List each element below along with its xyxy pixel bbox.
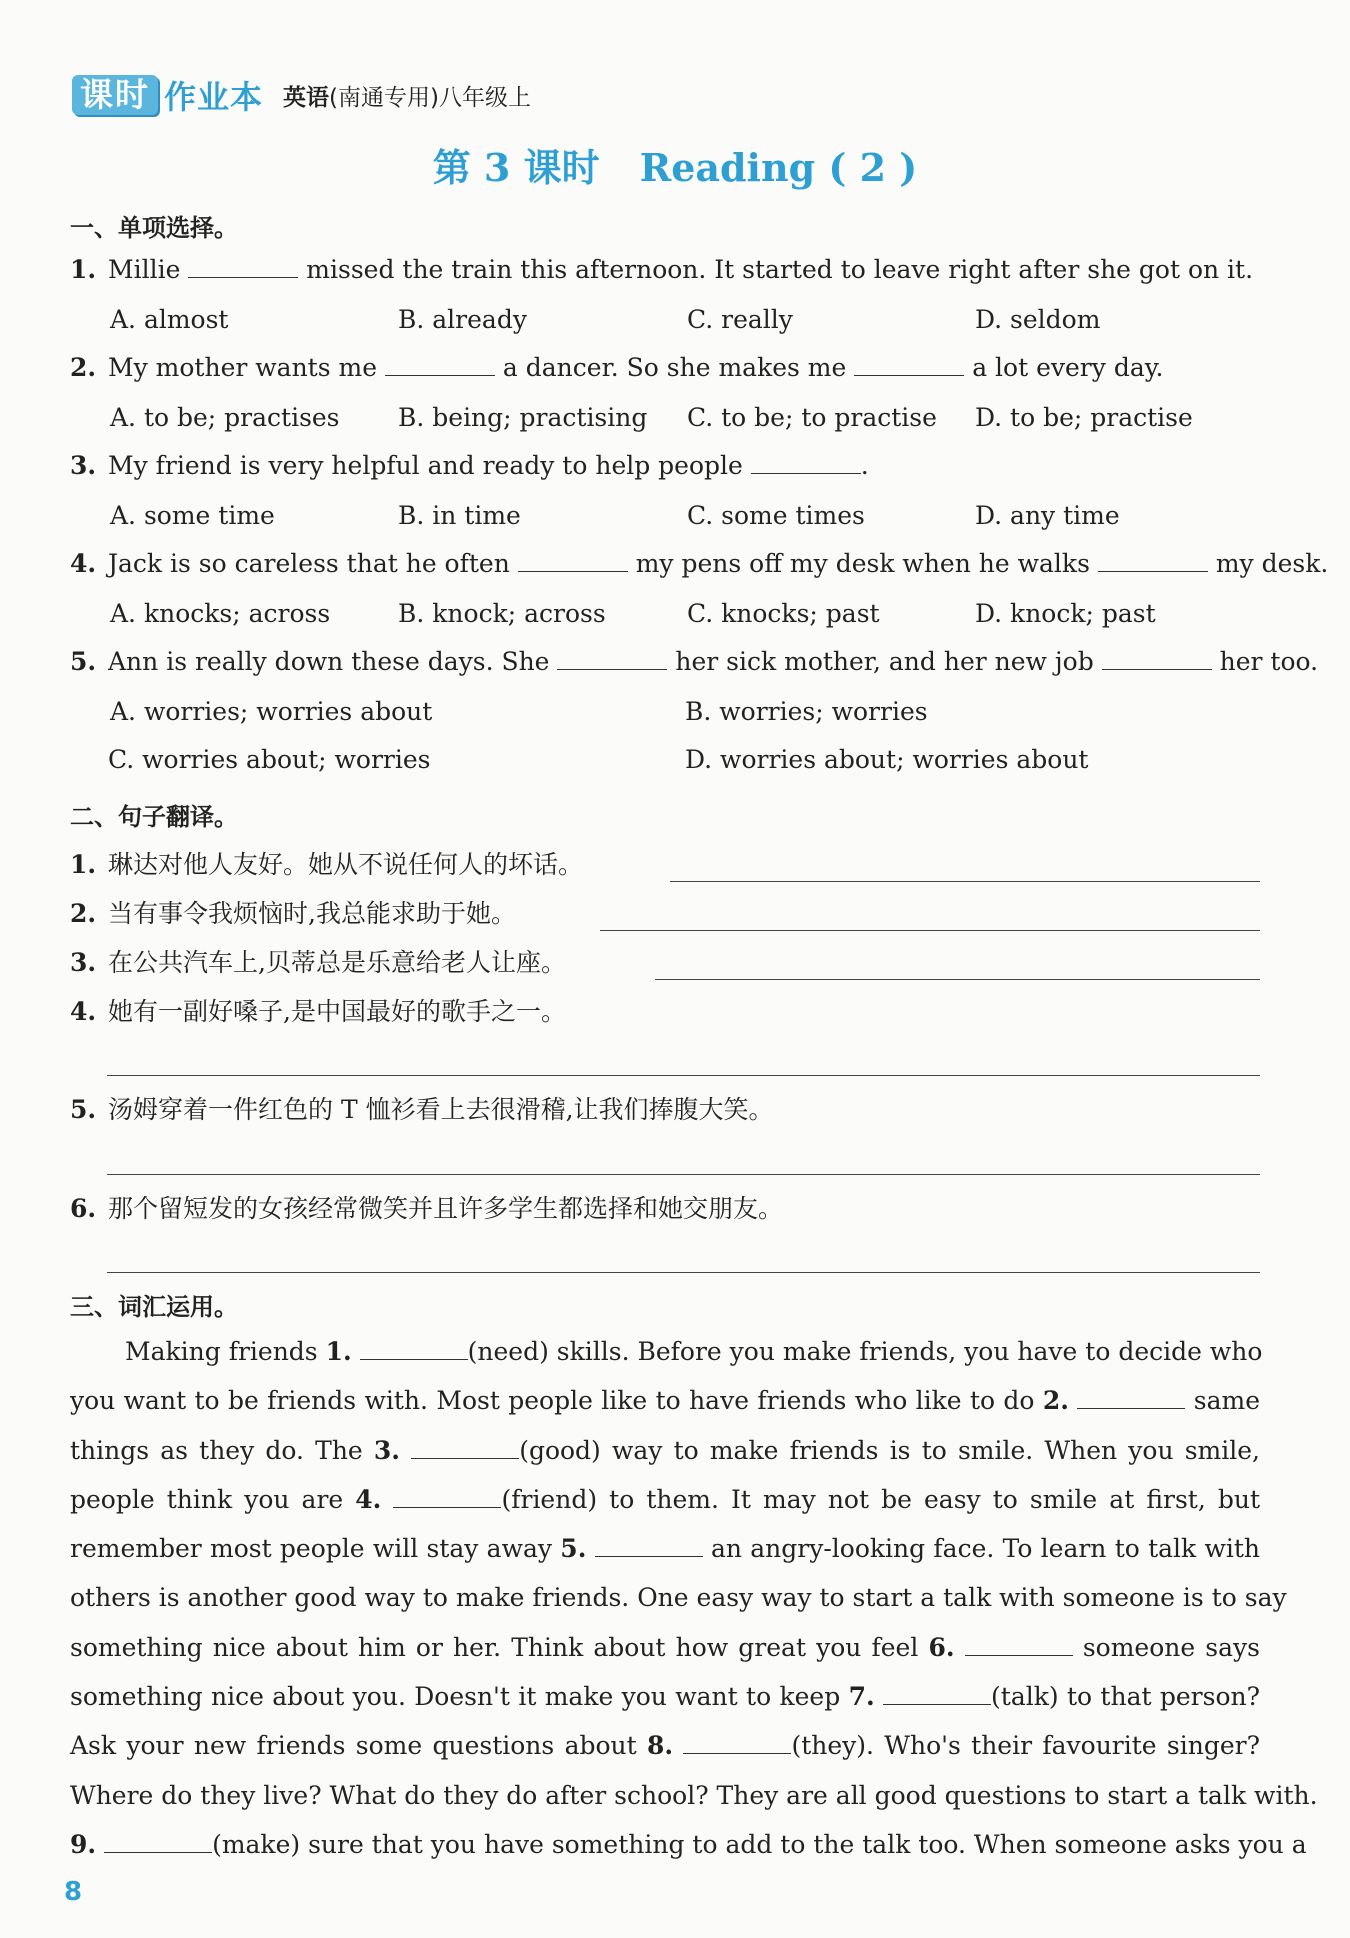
passage-line: Ask your new friends some questions about 8. (they). Who's their favourite singer?: [70, 1731, 1260, 1761]
lesson-title-zh: 第 3 课时: [432, 145, 600, 190]
question-1: 1. Millie missed the train this afternoon. It started to leave right after she got on it.: [70, 255, 1254, 284]
blank-number: 4.: [355, 1484, 382, 1514]
answer-blank[interactable]: [965, 1633, 1073, 1656]
translation-item-6: 6. 那个留短发的女孩经常微笑并且许多学生都选择和她交朋友。: [70, 1194, 784, 1223]
option-a[interactable]: A. worries; worries about: [110, 697, 433, 726]
translation-item-2: 2. 当有事令我烦恼时,我总能求助于她。: [70, 899, 516, 928]
section-heading-translation: 二、句子翻译。: [70, 803, 238, 831]
passage-line: 9. (make) sure that you have something to add to the talk too. When someone asks you a: [70, 1829, 1307, 1859]
option-b[interactable]: B. knock; across: [398, 599, 606, 628]
blank-number: 8.: [647, 1731, 674, 1761]
translation-item-5: 5. 汤姆穿着一件红色的 T 恤衫看上去很滑稽,让我们捧腹大笑。: [70, 1095, 774, 1124]
passage-line: you want to be friends with. Most people like to have friends who like to do 2. same: [70, 1386, 1260, 1416]
blank-number: 5.: [560, 1534, 587, 1564]
lesson-title: [0, 137, 1350, 192]
option-c[interactable]: C. worries about; worries: [108, 745, 431, 774]
lesson-title-en: Reading ( 2 ): [639, 145, 918, 190]
blank-number: 2.: [1042, 1386, 1069, 1416]
option-b[interactable]: B. being; practising: [398, 403, 648, 432]
section-heading-choice: 一、单项选择。: [70, 214, 238, 242]
answer-blank[interactable]: [1077, 1386, 1185, 1409]
page-number: 8: [64, 1877, 83, 1907]
option-a[interactable]: A. some time: [110, 501, 275, 530]
answer-blank[interactable]: [385, 353, 495, 376]
answer-blank[interactable]: [883, 1682, 991, 1705]
question-3: 3. My friend is very helpful and ready to help people .: [70, 451, 869, 480]
question-2: 2. My mother wants me a dancer. So she makes me a lot every day.: [70, 353, 1164, 382]
option-a[interactable]: A. to be; practises: [110, 403, 340, 432]
option-c[interactable]: C. knocks; past: [687, 599, 880, 628]
answer-line[interactable]: [107, 1272, 1260, 1273]
question-5: 5. Ann is really down these days. She her sick mother, and her new job her too.: [70, 647, 1319, 676]
blank-number: 7.: [848, 1682, 875, 1712]
answer-blank[interactable]: [104, 1830, 212, 1853]
option-d[interactable]: D. any time: [975, 501, 1120, 530]
answer-blank[interactable]: [360, 1337, 468, 1360]
answer-blank[interactable]: [188, 255, 298, 278]
translation-item-1: 1. 琳达对他人友好。她从不说任何人的坏话。: [70, 850, 584, 879]
answer-line[interactable]: [670, 881, 1260, 882]
translation-item-3: 3. 在公共汽车上,贝蒂总是乐意给老人让座。: [70, 948, 566, 977]
passage-line: something nice about him or her. Think about how great you feel 6. someone says: [70, 1632, 1260, 1662]
option-c[interactable]: C. some times: [687, 501, 865, 530]
series-name: 作业本: [164, 78, 264, 116]
option-a[interactable]: A. knocks; across: [110, 599, 331, 628]
passage-line: Making friends 1. (need) skills. Before you make friends, you have to decide who: [125, 1337, 1263, 1366]
answer-line[interactable]: [107, 1075, 1260, 1076]
answer-blank[interactable]: [411, 1436, 519, 1459]
passage-line: remember most people will stay away 5. an angry-looking face. To learn to talk with: [70, 1534, 1260, 1564]
passage-line: things as they do. The 3. (good) way to make friends is to smile. When you smile,: [70, 1435, 1260, 1465]
answer-blank[interactable]: [683, 1731, 791, 1754]
answer-blank[interactable]: [1098, 549, 1208, 572]
option-c[interactable]: C. really: [687, 305, 793, 334]
passage-line: something nice about you. Doesn't it make you want to keep 7. (talk) to that person?: [70, 1682, 1261, 1712]
answer-blank[interactable]: [393, 1485, 501, 1508]
answer-blank[interactable]: [595, 1534, 703, 1557]
blank-number: 1.: [325, 1337, 352, 1366]
series-logo: 课时: [72, 75, 158, 115]
subject-label: 英语(南通专用)八年级上: [283, 84, 531, 111]
section-heading-vocabulary: 三、词汇运用。: [70, 1293, 238, 1321]
header-brand: [72, 74, 531, 116]
translation-item-4: 4. 她有一副好嗓子,是中国最好的歌手之一。: [70, 997, 566, 1026]
passage-line: Where do they live? What do they do after school? They are all good questions to start a talk with.: [70, 1780, 1318, 1810]
answer-line[interactable]: [600, 930, 1260, 931]
option-b[interactable]: B. in time: [398, 501, 521, 530]
answer-line[interactable]: [107, 1174, 1260, 1175]
passage-line: others is another good way to make friends. One easy way to start a talk with someone is to say: [70, 1583, 1287, 1613]
option-b[interactable]: B. already: [398, 305, 527, 334]
option-d[interactable]: D. to be; practise: [975, 403, 1193, 432]
answer-blank[interactable]: [854, 353, 964, 376]
option-d[interactable]: D. knock; past: [975, 599, 1156, 628]
blank-number: 6.: [928, 1632, 955, 1662]
blank-number: 3.: [373, 1435, 400, 1465]
answer-blank[interactable]: [557, 647, 667, 670]
question-4: 4. Jack is so careless that he often my pens off my desk when he walks my desk.: [70, 549, 1329, 578]
answer-blank[interactable]: [1102, 647, 1212, 670]
blank-number: 9.: [70, 1829, 97, 1859]
option-d[interactable]: D. seldom: [975, 305, 1101, 334]
answer-blank[interactable]: [518, 549, 628, 572]
answer-line[interactable]: [655, 979, 1260, 980]
passage-line: people think you are 4. (friend) to them. It may not be easy to smile at first, but: [70, 1484, 1261, 1514]
option-c[interactable]: C. to be; to practise: [687, 403, 937, 432]
option-a[interactable]: A. almost: [110, 305, 229, 334]
answer-blank[interactable]: [751, 451, 861, 474]
vocabulary-passage: [70, 1327, 1318, 1869]
option-b[interactable]: B. worries; worries: [685, 697, 928, 726]
option-d[interactable]: D. worries about; worries about: [685, 745, 1089, 774]
